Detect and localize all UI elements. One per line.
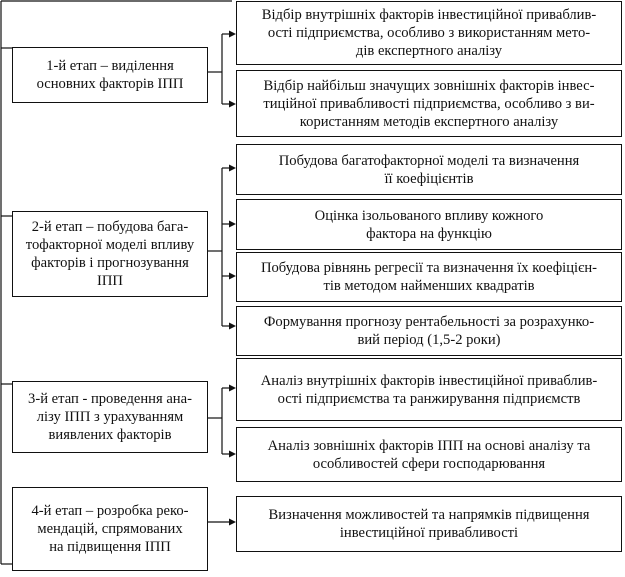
arrowhead-2-2 xyxy=(229,221,236,228)
task-2-4-box: Формування прогнозу рентабельності за розрахунко- вий період (1,5-2 роки) xyxy=(236,306,622,356)
stage-2-box: 2-й етап – побудова бага- тофакторної моделі впливу факторів і прогнозування ІПП xyxy=(12,211,208,297)
stage-3-box: 3-й етап - проведення ана- лізу ІПП з урахуванням виявлених факторів xyxy=(12,381,208,453)
task-3-1-box: Аналіз внутрішніх факторів інвестиційної приваблив- ості підприємства та ранжирування підприємств xyxy=(236,358,622,421)
task-4-1-box: Визначення можливостей та напрямків підвищення інвестиційної привабливості xyxy=(236,496,622,552)
arrowhead-2-3 xyxy=(229,273,236,280)
stage-1-box: 1-й етап – виділення основних факторів ІПП xyxy=(12,47,208,103)
arrowhead-2-1 xyxy=(229,165,236,172)
task-2-3-box: Побудова рівнянь регресії та визначення їх коефіцієн- тів методом найменших квадратів xyxy=(236,252,622,302)
task-1-1-box: Відбір внутрішніх факторів інвестиційної приваблив- ості підприємства, особливо з використанням мето- дів експертного аналізу xyxy=(236,1,622,65)
arrowhead-3-1 xyxy=(229,385,236,392)
task-2-1-box: Побудова багатофакторної моделі та визначення її коефіцієнтів xyxy=(236,144,622,195)
arrowhead-1-2 xyxy=(229,101,236,108)
arrowhead-4-1 xyxy=(229,519,236,526)
arrowhead-1-1 xyxy=(229,31,236,38)
stage-4-box: 4-й етап – розробка реко- мендацій, спрямованих на підвищення ІПП xyxy=(12,487,208,571)
task-2-2-box: Оцінка ізольованого впливу кожного фактора на функцію xyxy=(236,199,622,250)
task-1-2-box: Відбір найбільш значущих зовнішніх факторів інвес- тиційної привабливості підприємства, особливо з ви- користанням методів експертного аналізу xyxy=(236,70,622,137)
arrowhead-2-4 xyxy=(229,323,236,330)
task-3-2-box: Аналіз зовнішніх факторів ІПП на основі аналізу та особливостей сфери господарювання xyxy=(236,427,622,482)
arrowhead-3-2 xyxy=(229,451,236,458)
